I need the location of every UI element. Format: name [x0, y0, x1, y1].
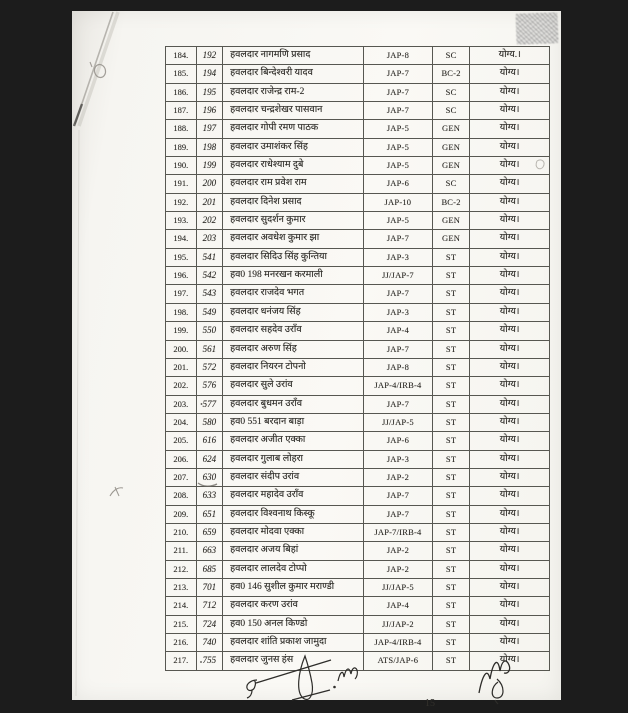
- cell-status: योग्य।: [470, 285, 550, 302]
- cell-id: 203: [197, 230, 224, 247]
- cell-status: योग्य।: [470, 432, 550, 449]
- cell-status: योग्य।: [470, 65, 550, 82]
- cell-unit: JAP-4/IRB-4: [364, 634, 433, 651]
- cell-status: योग्य।: [470, 212, 550, 229]
- table-row: [166, 139, 550, 157]
- cell-unit: JAP-7: [364, 341, 433, 358]
- table-row: [166, 285, 550, 303]
- table-row: [166, 396, 550, 414]
- cell-category: ST: [433, 652, 470, 669]
- cell-name: हवलदार सुदर्शन कुमार: [223, 212, 364, 229]
- cell-unit: JAP-3: [364, 304, 433, 321]
- cell-name: हवलदार अजय बिहां: [223, 542, 364, 559]
- cell-unit: JJ/JAP-5: [364, 414, 433, 431]
- cell-id: 200: [197, 175, 224, 192]
- cell-category: BC-2: [433, 65, 470, 82]
- cell-unit: JAP-7: [364, 230, 433, 247]
- cell-status: योग्य।: [470, 304, 550, 321]
- cell-unit: JAP-7: [364, 506, 433, 523]
- cell-name: हवलदार विश्वनाथ किस्कू: [223, 506, 364, 523]
- table-row: [166, 65, 550, 83]
- table-row: [166, 267, 550, 285]
- cell-status: योग्य।: [470, 175, 550, 192]
- photocopy-smudge: [515, 12, 558, 44]
- cell-serial: 209.: [166, 506, 197, 523]
- cell-unit: JJ/JAP-2: [364, 616, 433, 633]
- cell-status: योग्य।: [470, 579, 550, 596]
- cell-name: हवलदार सुले उरांव: [223, 377, 364, 394]
- cell-id: 201: [197, 194, 224, 211]
- cell-name: हवलदार नियरन टोपनो: [223, 359, 364, 376]
- cell-serial: 201.: [166, 359, 197, 376]
- cell-serial: 210.: [166, 524, 197, 541]
- table-row: [166, 341, 550, 359]
- table-row: [166, 432, 550, 450]
- cell-serial: 194.: [166, 230, 197, 247]
- cell-name: हवलदार राजेन्द्र राम-2: [223, 84, 364, 101]
- cell-status: योग्य।: [470, 597, 550, 614]
- cell-unit: JAP-3: [364, 451, 433, 468]
- cell-category: ST: [433, 341, 470, 358]
- cell-category: ST: [433, 597, 470, 614]
- cell-status: योग्य।: [470, 506, 550, 523]
- cell-unit: JAP-7: [364, 84, 433, 101]
- table-row: [166, 304, 550, 322]
- cell-category: BC-2: [433, 194, 470, 211]
- cell-category: ST: [433, 249, 470, 266]
- cell-unit: JAP-4: [364, 322, 433, 339]
- cell-category: ST: [433, 616, 470, 633]
- cell-unit: JAP-5: [364, 157, 433, 174]
- cell-category: SC: [433, 47, 470, 64]
- cell-name: हवलदार दिनेश प्रसाद: [223, 194, 364, 211]
- cell-id: 196: [197, 102, 224, 119]
- cell-category: ST: [433, 561, 470, 578]
- cell-name: हवलदार संदीप उरांव: [223, 469, 364, 486]
- cell-status: योग्य।: [470, 341, 550, 358]
- cell-status: योग्य।: [470, 634, 550, 651]
- cell-status: योग्य।: [470, 469, 550, 486]
- cell-id: 616: [197, 432, 224, 449]
- cell-category: GEN: [433, 139, 470, 156]
- table-row: [166, 616, 550, 634]
- cell-serial: 205.: [166, 432, 197, 449]
- cell-id: 630: [197, 469, 224, 486]
- cell-id: 192: [197, 47, 224, 64]
- cell-id: 740: [197, 634, 224, 651]
- table-row: [166, 175, 550, 193]
- cell-name: हवलदार महादेव उराँव: [223, 487, 364, 504]
- cell-name: हवलदार लालदेव टोप्पो: [223, 561, 364, 578]
- table-row: [166, 506, 550, 524]
- cell-serial: 190.: [166, 157, 197, 174]
- cell-id: 541: [197, 249, 224, 266]
- cell-status: योग्य।: [470, 487, 550, 504]
- table-row: [166, 157, 550, 175]
- table-row: [166, 194, 550, 212]
- table-row: [166, 652, 550, 670]
- cell-status: योग्य।: [470, 414, 550, 431]
- cell-name: हव0 150 अनल किण्डो: [223, 616, 364, 633]
- cell-category: GEN: [433, 212, 470, 229]
- page-number: 15: [425, 698, 435, 709]
- table-row: [166, 524, 550, 542]
- cell-serial: 208.: [166, 487, 197, 504]
- cell-serial: 204.: [166, 414, 197, 431]
- cell-status: योग्य।: [470, 322, 550, 339]
- cell-id: 624: [197, 451, 224, 468]
- cell-unit: JAP-6: [364, 175, 433, 192]
- cell-serial: 189.: [166, 139, 197, 156]
- cell-status: योग्य।: [470, 561, 550, 578]
- table-row: [166, 359, 550, 377]
- cell-unit: JAP-7: [364, 102, 433, 119]
- cell-unit: ATS/JAP-6: [364, 652, 433, 669]
- cell-status: योग्य।: [470, 102, 550, 119]
- cell-category: ST: [433, 414, 470, 431]
- cell-category: GEN: [433, 230, 470, 247]
- cell-status: योग्य.।: [470, 47, 550, 64]
- cell-unit: JAP-2: [364, 469, 433, 486]
- cell-serial: 184.: [166, 47, 197, 64]
- cell-serial: 199.: [166, 322, 197, 339]
- cell-id: 195: [197, 84, 224, 101]
- table-row: [166, 212, 550, 230]
- cell-category: ST: [433, 451, 470, 468]
- cell-status: योग्य।: [470, 542, 550, 559]
- cell-serial: 206.: [166, 451, 197, 468]
- cell-serial: 191.: [166, 175, 197, 192]
- cell-unit: JAP-6: [364, 432, 433, 449]
- cell-unit: JAP-7: [364, 285, 433, 302]
- cell-unit: JAP-2: [364, 542, 433, 559]
- cell-serial: 195.: [166, 249, 197, 266]
- personnel-table: [165, 46, 550, 671]
- cell-category: ST: [433, 359, 470, 376]
- cell-id: 580: [197, 414, 224, 431]
- cell-category: SC: [433, 102, 470, 119]
- cell-id: 561: [197, 341, 224, 358]
- cell-unit: JJ/JAP-7: [364, 267, 433, 284]
- cell-unit: JAP-7: [364, 487, 433, 504]
- personnel-table-body: [166, 47, 550, 671]
- table-row: [166, 579, 550, 597]
- cell-id: 199: [197, 157, 224, 174]
- cell-id: 550: [197, 322, 224, 339]
- table-row: [166, 451, 550, 469]
- cell-id: 755: [197, 652, 224, 669]
- cell-serial: 185.: [166, 65, 197, 82]
- table-row: [166, 487, 550, 505]
- cell-unit: JJ/JAP-5: [364, 579, 433, 596]
- cell-status: योग्य।: [470, 249, 550, 266]
- table-row: [166, 377, 550, 395]
- cell-name: हवलदार गोपी रमण पाठक: [223, 120, 364, 137]
- cell-serial: 217.: [166, 652, 197, 669]
- cell-category: ST: [433, 304, 470, 321]
- cell-category: ST: [433, 396, 470, 413]
- cell-status: योग्य।: [470, 139, 550, 156]
- cell-status: योग्य।: [470, 396, 550, 413]
- cell-category: ST: [433, 267, 470, 284]
- cell-category: ST: [433, 634, 470, 651]
- cell-unit: JAP-3: [364, 249, 433, 266]
- cell-status: योग्य।: [470, 84, 550, 101]
- cell-status: योग्य।: [470, 524, 550, 541]
- cell-status: योग्य।: [470, 194, 550, 211]
- cell-name: हवलदार सिदिउ सिंह कुन्तिया: [223, 249, 364, 266]
- cell-unit: JAP-10: [364, 194, 433, 211]
- cell-id: 194: [197, 65, 224, 82]
- cell-name: हवलदार सहदेव उराँव: [223, 322, 364, 339]
- cell-id: 701: [197, 579, 224, 596]
- cell-unit: JAP-4/IRB-4: [364, 377, 433, 394]
- cell-name: हवलदार उमाशंकर सिंह: [223, 139, 364, 156]
- cell-id: 724: [197, 616, 224, 633]
- cell-id: 663: [197, 542, 224, 559]
- table-row: [166, 322, 550, 340]
- cell-category: ST: [433, 506, 470, 523]
- table-row: [166, 414, 550, 432]
- cell-name: हवलदार अवधेश कुमार झा: [223, 230, 364, 247]
- cell-serial: 203.: [166, 396, 197, 413]
- cell-id: 542: [197, 267, 224, 284]
- cell-category: ST: [433, 524, 470, 541]
- cell-id: 685: [197, 561, 224, 578]
- cell-status: योग्य।: [470, 157, 550, 174]
- cell-id: 202: [197, 212, 224, 229]
- table-row: [166, 102, 550, 120]
- cell-status: योग्य।: [470, 267, 550, 284]
- cell-serial: 207.: [166, 469, 197, 486]
- cell-unit: JAP-5: [364, 139, 433, 156]
- cell-unit: JAP-2: [364, 561, 433, 578]
- cell-unit: JAP-8: [364, 47, 433, 64]
- cell-name: हवलदार गुलाब लोहरा: [223, 451, 364, 468]
- cell-category: ST: [433, 285, 470, 302]
- cell-category: ST: [433, 487, 470, 504]
- cell-status: योग्य।: [470, 652, 550, 669]
- table-row: [166, 542, 550, 560]
- cell-category: ST: [433, 469, 470, 486]
- cell-name: हवलदार करण उरांव: [223, 597, 364, 614]
- cell-serial: 197.: [166, 285, 197, 302]
- cell-serial: 196.: [166, 267, 197, 284]
- table-row: [166, 120, 550, 138]
- cell-id: 633: [197, 487, 224, 504]
- cell-name: हवलदार राधेश्याम दुबे: [223, 157, 364, 174]
- cell-id: 549: [197, 304, 224, 321]
- cell-category: GEN: [433, 120, 470, 137]
- cell-unit: JAP-7: [364, 65, 433, 82]
- cell-name: हवलदार शांति प्रकाश जामुदा: [223, 634, 364, 651]
- cell-name: हव0 146 सुशील कुमार मराण्डी: [223, 579, 364, 596]
- cell-serial: 192.: [166, 194, 197, 211]
- cell-status: योग्य।: [470, 359, 550, 376]
- cell-unit: JAP-8: [364, 359, 433, 376]
- cell-unit: JAP-5: [364, 120, 433, 137]
- cell-category: ST: [433, 322, 470, 339]
- cell-status: योग्य।: [470, 377, 550, 394]
- cell-serial: 186.: [166, 84, 197, 101]
- table-row: [166, 634, 550, 652]
- cell-category: ST: [433, 542, 470, 559]
- table-row: [166, 47, 550, 65]
- cell-category: SC: [433, 84, 470, 101]
- cell-serial: 212.: [166, 561, 197, 578]
- table-row: [166, 84, 550, 102]
- cell-serial: 187.: [166, 102, 197, 119]
- cell-serial: 193.: [166, 212, 197, 229]
- table-row: [166, 230, 550, 248]
- cell-name: हवलदार जुनस हंस: [223, 652, 364, 669]
- cell-name: हव0 198 मनरखन करमाली: [223, 267, 364, 284]
- table-row: [166, 469, 550, 487]
- cell-id: 659: [197, 524, 224, 541]
- cell-category: SC: [433, 175, 470, 192]
- cell-id: 577: [197, 396, 224, 413]
- cell-name: हवलदार अजीत एक्का: [223, 432, 364, 449]
- cell-id: 543: [197, 285, 224, 302]
- table-row: [166, 561, 550, 579]
- table-row: [166, 249, 550, 267]
- cell-name: हवलदार धनंजय सिंह: [223, 304, 364, 321]
- cell-status: योग्य।: [470, 616, 550, 633]
- cell-category: ST: [433, 432, 470, 449]
- cell-category: ST: [433, 377, 470, 394]
- cell-name: हवलदार बुधमन उराँव: [223, 396, 364, 413]
- cell-id: 198: [197, 139, 224, 156]
- cell-name: हवलदार बिन्देश्वरी यादव: [223, 65, 364, 82]
- cell-serial: 213.: [166, 579, 197, 596]
- cell-unit: JAP-7/IRB-4: [364, 524, 433, 541]
- cell-name: हवलदार चन्द्रशेखर पासवान: [223, 102, 364, 119]
- cell-unit: JAP-5: [364, 212, 433, 229]
- cell-serial: 215.: [166, 616, 197, 633]
- cell-status: योग्य।: [470, 451, 550, 468]
- cell-id: 651: [197, 506, 224, 523]
- table-row: [166, 597, 550, 615]
- cell-category: ST: [433, 579, 470, 596]
- cell-serial: 216.: [166, 634, 197, 651]
- cell-id: 576: [197, 377, 224, 394]
- cell-serial: 214.: [166, 597, 197, 614]
- cell-name: हवलदार नागमणि प्रसाद: [223, 47, 364, 64]
- cell-serial: 188.: [166, 120, 197, 137]
- cell-unit: JAP-7: [364, 396, 433, 413]
- cell-id: 712: [197, 597, 224, 614]
- cell-name: हवलदार मोदवा एक्का: [223, 524, 364, 541]
- cell-status: योग्य।: [470, 120, 550, 137]
- cell-status: योग्य।: [470, 230, 550, 247]
- cell-serial: 200.: [166, 341, 197, 358]
- cell-category: GEN: [433, 157, 470, 174]
- cell-name: हव0 551 बरदान बाड़ा: [223, 414, 364, 431]
- cell-serial: 211.: [166, 542, 197, 559]
- cell-serial: 198.: [166, 304, 197, 321]
- cell-name: हवलदार राजदेव भगत: [223, 285, 364, 302]
- cell-id: 197: [197, 120, 224, 137]
- cell-serial: 202.: [166, 377, 197, 394]
- cell-unit: JAP-4: [364, 597, 433, 614]
- cell-name: हवलदार अरुण सिंह: [223, 341, 364, 358]
- cell-name: हवलदार राम प्रवेश राम: [223, 175, 364, 192]
- paper-sheet: [72, 11, 561, 709]
- cell-id: 572: [197, 359, 224, 376]
